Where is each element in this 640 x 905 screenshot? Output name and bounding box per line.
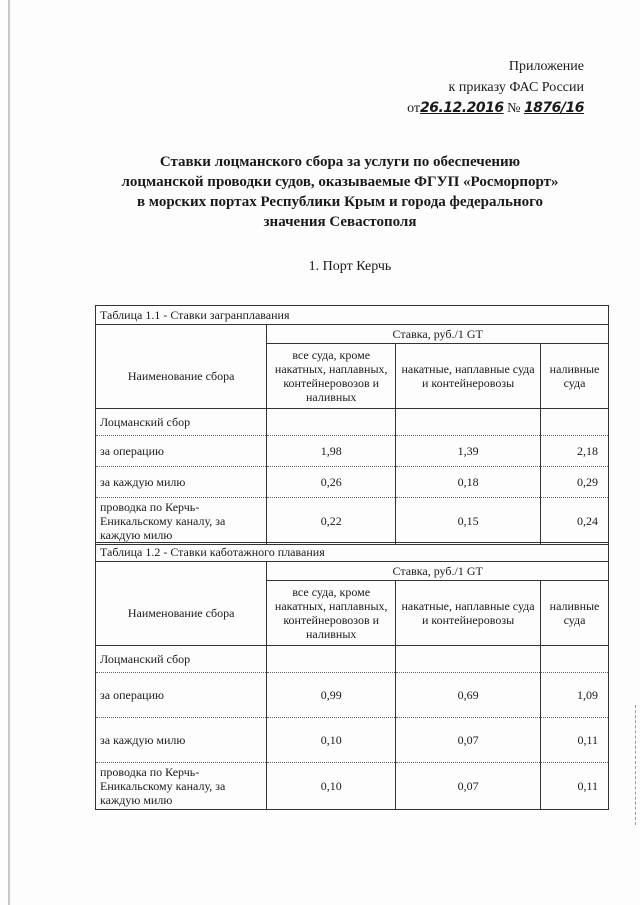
col-header-name: Наименование сбора bbox=[96, 344, 267, 409]
appendix-block bbox=[407, 56, 584, 119]
row-value-2: 0,07 bbox=[396, 763, 541, 810]
row-value-3: 0,11 bbox=[541, 763, 609, 810]
section-heading bbox=[0, 259, 640, 275]
row-value-3 bbox=[541, 646, 609, 673]
table-row bbox=[96, 498, 609, 545]
row-value-3: 2,18 bbox=[541, 436, 609, 467]
col-header-all-vessels: все суда, кроме накатных, наплавных, контейнеровозов и наливных bbox=[267, 581, 396, 646]
row-value-2: 0,15 bbox=[396, 498, 541, 545]
table-corner bbox=[96, 562, 267, 581]
col-header-all-vessels: все суда, кроме накатных, наплавных, контейнеровозов и наливных bbox=[267, 344, 396, 409]
row-value-1: 0,22 bbox=[267, 498, 396, 545]
table-row bbox=[96, 718, 609, 763]
rates-table-2 bbox=[95, 542, 609, 810]
row-value-3 bbox=[541, 409, 609, 436]
table-corner bbox=[96, 325, 267, 344]
appendix-line3 bbox=[407, 98, 584, 119]
table-row bbox=[96, 763, 609, 810]
table-row bbox=[96, 409, 609, 436]
col-header-tankers: наливные суда bbox=[541, 581, 609, 646]
scan-edge bbox=[8, 0, 10, 905]
row-value-1: 0,99 bbox=[267, 673, 396, 718]
row-value-1 bbox=[267, 646, 396, 673]
table-caption: Таблица 1.1 - Ставки загранплавания bbox=[96, 306, 609, 325]
table-row bbox=[96, 646, 609, 673]
document-title: Ставки лоцманского сбора за услуги по обеспечению лоцманской проводки судов, оказываемые ФГУП «Росморпорт» в морских портах Республики Крым и города федерального значения Севастополя bbox=[121, 154, 559, 230]
col-header-tankers: наливные суда bbox=[541, 344, 609, 409]
appendix-line2: к приказу ФАС России bbox=[448, 80, 584, 95]
row-value-1: 1,98 bbox=[267, 436, 396, 467]
row-name: за каждую милю bbox=[96, 467, 267, 498]
rate-header: Ставка, руб./1 GT bbox=[267, 325, 609, 344]
row-value-3: 0,24 bbox=[541, 498, 609, 545]
row-value-2 bbox=[396, 646, 541, 673]
row-name: Лоцманский сбор bbox=[96, 409, 267, 436]
handwritten-date: 26.12.2016 bbox=[420, 100, 504, 116]
row-name: за операцию bbox=[96, 436, 267, 467]
col-header-name: Наименование сбора bbox=[96, 581, 267, 646]
row-value-2: 1,39 bbox=[396, 436, 541, 467]
appendix-ot: от bbox=[407, 101, 420, 116]
row-value-2: 0,18 bbox=[396, 467, 541, 498]
row-value-3: 0,11 bbox=[541, 718, 609, 763]
row-value-1: 0,10 bbox=[267, 763, 396, 810]
handwritten-number: 1876/16 bbox=[523, 100, 584, 116]
col-header-container: накатные, наплавные суда и контейнеровозы bbox=[396, 581, 541, 646]
row-name: проводка по Керчь-Еникальскому каналу, за каждую милю bbox=[96, 498, 267, 545]
appendix-line1: Приложение bbox=[508, 59, 584, 74]
table-row bbox=[96, 436, 609, 467]
row-value-1: 0,26 bbox=[267, 467, 396, 498]
row-name: за каждую милю bbox=[96, 718, 267, 763]
row-name: за операцию bbox=[96, 673, 267, 718]
rates-table-1 bbox=[95, 305, 609, 545]
table-row bbox=[96, 673, 609, 718]
row-value-2: 0,07 bbox=[396, 718, 541, 763]
row-name: проводка по Керчь-Еникальскому каналу, за каждую милю bbox=[96, 763, 267, 810]
table-row bbox=[96, 467, 609, 498]
appendix-number-sign: № bbox=[507, 101, 521, 116]
row-name: Лоцманский сбор bbox=[96, 646, 267, 673]
row-value-1 bbox=[267, 409, 396, 436]
table-caption: Таблица 1.2 - Ставки каботажного плавания bbox=[96, 543, 609, 562]
row-value-3: 0,29 bbox=[541, 467, 609, 498]
scan-margin-mark bbox=[632, 705, 636, 825]
row-value-2 bbox=[396, 409, 541, 436]
rate-header: Ставка, руб./1 GT bbox=[267, 562, 609, 581]
col-header-container: накатные, наплавные суда и контейнеровозы bbox=[396, 344, 541, 409]
row-value-1: 0,10 bbox=[267, 718, 396, 763]
row-value-2: 0,69 bbox=[396, 673, 541, 718]
section-heading-text: 1. Порт Керчь bbox=[308, 259, 392, 274]
row-value-3: 1,09 bbox=[541, 673, 609, 718]
